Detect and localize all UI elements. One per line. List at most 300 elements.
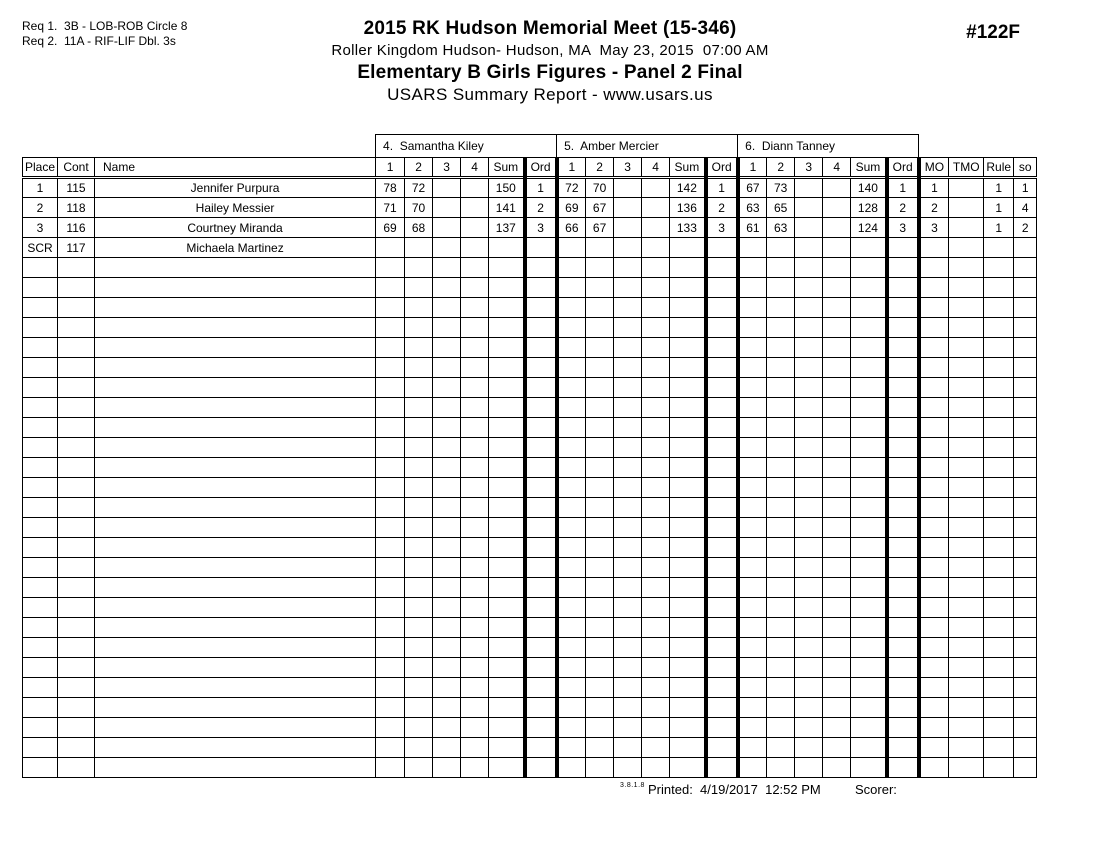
score-cell bbox=[586, 458, 614, 478]
tmo-cell bbox=[949, 558, 984, 578]
score-cell bbox=[795, 618, 823, 638]
score-cell bbox=[823, 178, 851, 198]
score-cell bbox=[823, 498, 851, 518]
score-cell bbox=[557, 698, 586, 718]
ord-cell bbox=[887, 518, 919, 538]
ord-cell bbox=[887, 598, 919, 618]
score4-column-header: 4 bbox=[823, 158, 851, 178]
mo-cell bbox=[919, 458, 949, 478]
sum-cell bbox=[670, 718, 706, 738]
mo-cell bbox=[919, 338, 949, 358]
ord-column-header: Ord bbox=[706, 158, 738, 178]
score-cell bbox=[586, 718, 614, 738]
rule-cell bbox=[984, 298, 1014, 318]
score-cell bbox=[795, 458, 823, 478]
cont-cell bbox=[58, 498, 95, 518]
place-cell bbox=[23, 558, 58, 578]
score-cell bbox=[767, 538, 795, 558]
score-cell bbox=[614, 698, 642, 718]
requirement-line-2: Req 2. 11A - RIF-LIF Dbl. 3s bbox=[22, 34, 176, 48]
place-cell: SCR bbox=[23, 238, 58, 258]
score-cell bbox=[405, 398, 433, 418]
score-cell bbox=[376, 598, 405, 618]
cont-cell bbox=[58, 738, 95, 758]
score-cell bbox=[614, 498, 642, 518]
score-cell bbox=[376, 278, 405, 298]
tmo-cell bbox=[949, 518, 984, 538]
score-cell bbox=[738, 558, 767, 578]
score-cell bbox=[376, 518, 405, 538]
meet-number: #122F bbox=[966, 22, 1020, 43]
name-cell bbox=[95, 278, 376, 298]
score-cell bbox=[586, 598, 614, 618]
table-row bbox=[23, 238, 1037, 258]
score-cell bbox=[376, 438, 405, 458]
ord-cell bbox=[887, 638, 919, 658]
score-cell bbox=[738, 318, 767, 338]
score-cell bbox=[461, 378, 489, 398]
score-cell: 65 bbox=[767, 198, 795, 218]
ord-cell: 3 bbox=[706, 218, 738, 238]
score-cell bbox=[642, 718, 670, 738]
score-cell bbox=[823, 638, 851, 658]
rule-cell bbox=[984, 718, 1014, 738]
judge-header-row bbox=[23, 135, 1037, 158]
score-cell bbox=[614, 278, 642, 298]
score-cell bbox=[433, 758, 461, 778]
so-cell bbox=[1014, 518, 1037, 538]
sum-cell bbox=[489, 598, 525, 618]
score-cell bbox=[405, 258, 433, 278]
score-cell bbox=[767, 398, 795, 418]
score-cell bbox=[557, 458, 586, 478]
sum-cell bbox=[670, 618, 706, 638]
rule-cell bbox=[984, 738, 1014, 758]
name-cell bbox=[95, 438, 376, 458]
cont-cell bbox=[58, 558, 95, 578]
ord-cell bbox=[887, 618, 919, 638]
name-cell bbox=[95, 718, 376, 738]
sum-cell bbox=[489, 318, 525, 338]
table-row bbox=[23, 638, 1037, 658]
score-cell bbox=[767, 458, 795, 478]
score-cell bbox=[433, 278, 461, 298]
tmo-cell bbox=[949, 538, 984, 558]
rule-cell: 1 bbox=[984, 198, 1014, 218]
ord-cell bbox=[706, 458, 738, 478]
ord-cell bbox=[887, 358, 919, 378]
column-header-row bbox=[23, 158, 1037, 178]
score-cell bbox=[738, 398, 767, 418]
score-cell bbox=[433, 498, 461, 518]
score-cell bbox=[823, 738, 851, 758]
score-cell bbox=[433, 258, 461, 278]
mo-cell: 2 bbox=[919, 198, 949, 218]
score-cell bbox=[642, 678, 670, 698]
score-cell bbox=[586, 398, 614, 418]
ord-cell bbox=[706, 278, 738, 298]
table-row bbox=[23, 318, 1037, 338]
score-cell bbox=[823, 338, 851, 358]
place-cell bbox=[23, 298, 58, 318]
sum-cell bbox=[670, 598, 706, 618]
score-cell bbox=[405, 378, 433, 398]
ord-cell bbox=[706, 598, 738, 618]
ord-cell bbox=[706, 558, 738, 578]
score-cell bbox=[795, 258, 823, 278]
cont-cell bbox=[58, 358, 95, 378]
sum-cell bbox=[670, 478, 706, 498]
ord-cell bbox=[525, 498, 557, 518]
score-cell bbox=[767, 658, 795, 678]
score-cell bbox=[461, 578, 489, 598]
score-cell bbox=[614, 658, 642, 678]
score-cell bbox=[642, 598, 670, 618]
score-cell: 69 bbox=[376, 218, 405, 238]
score-cell bbox=[433, 718, 461, 738]
score-cell bbox=[795, 218, 823, 238]
score-cell bbox=[795, 598, 823, 618]
score-cell bbox=[376, 238, 405, 258]
sum-cell bbox=[670, 738, 706, 758]
ord-cell bbox=[706, 758, 738, 778]
table-row bbox=[23, 618, 1037, 638]
score-cell bbox=[642, 638, 670, 658]
score-cell bbox=[738, 258, 767, 278]
score-cell bbox=[642, 538, 670, 558]
score-cell bbox=[461, 298, 489, 318]
score-cell bbox=[433, 638, 461, 658]
score4-column-header: 4 bbox=[642, 158, 670, 178]
score-cell bbox=[376, 478, 405, 498]
sum-cell bbox=[489, 678, 525, 698]
ord-cell bbox=[706, 478, 738, 498]
so-cell bbox=[1014, 598, 1037, 618]
tmo-cell bbox=[949, 758, 984, 778]
sum-cell bbox=[670, 258, 706, 278]
ord-cell bbox=[706, 258, 738, 278]
score-cell bbox=[795, 198, 823, 218]
name-cell: Courtney Miranda bbox=[95, 218, 376, 238]
name-cell bbox=[95, 578, 376, 598]
tmo-cell bbox=[949, 278, 984, 298]
score-cell bbox=[795, 418, 823, 438]
score-cell: 70 bbox=[405, 198, 433, 218]
score-cell bbox=[823, 278, 851, 298]
so-cell bbox=[1014, 418, 1037, 438]
name-cell bbox=[95, 758, 376, 778]
place-cell bbox=[23, 758, 58, 778]
name-cell bbox=[95, 258, 376, 278]
table-row bbox=[23, 458, 1037, 478]
ord-cell bbox=[706, 578, 738, 598]
ord-cell: 2 bbox=[706, 198, 738, 218]
sum-cell bbox=[851, 278, 887, 298]
name-cell bbox=[95, 518, 376, 538]
score-cell bbox=[614, 578, 642, 598]
mo-cell bbox=[919, 538, 949, 558]
sum-cell bbox=[670, 658, 706, 678]
sum-cell bbox=[851, 578, 887, 598]
sum-cell bbox=[489, 718, 525, 738]
place-cell bbox=[23, 318, 58, 338]
ord-cell bbox=[525, 638, 557, 658]
score-cell bbox=[738, 278, 767, 298]
table-row bbox=[23, 578, 1037, 598]
score-cell bbox=[586, 638, 614, 658]
score-cell bbox=[433, 238, 461, 258]
sum-cell bbox=[489, 278, 525, 298]
ord-cell bbox=[887, 578, 919, 598]
score-cell bbox=[738, 298, 767, 318]
place-cell bbox=[23, 258, 58, 278]
rule-cell bbox=[984, 558, 1014, 578]
score-cell bbox=[738, 678, 767, 698]
tmo-cell bbox=[949, 598, 984, 618]
mo-cell bbox=[919, 378, 949, 398]
score-cell bbox=[376, 558, 405, 578]
score-cell bbox=[461, 558, 489, 578]
ord-cell bbox=[525, 298, 557, 318]
sum-cell: 150 bbox=[489, 178, 525, 198]
ord-cell bbox=[706, 238, 738, 258]
rule-cell bbox=[984, 598, 1014, 618]
ord-cell bbox=[887, 678, 919, 698]
ord-cell bbox=[706, 398, 738, 418]
ord-cell bbox=[525, 318, 557, 338]
so-cell bbox=[1014, 738, 1037, 758]
score-cell bbox=[642, 578, 670, 598]
score-cell bbox=[433, 338, 461, 358]
score-cell bbox=[738, 638, 767, 658]
ord-cell bbox=[706, 638, 738, 658]
rule-cell bbox=[984, 478, 1014, 498]
rule-cell bbox=[984, 418, 1014, 438]
score-cell bbox=[795, 698, 823, 718]
ord-cell bbox=[525, 738, 557, 758]
score-cell bbox=[738, 658, 767, 678]
rule-cell bbox=[984, 678, 1014, 698]
ord-cell bbox=[525, 718, 557, 738]
judge-panel-header-1: 4. Samantha Kiley bbox=[376, 135, 557, 158]
ord-cell bbox=[887, 498, 919, 518]
score-cell bbox=[433, 598, 461, 618]
cont-cell bbox=[58, 598, 95, 618]
meet-title: 2015 RK Hudson Memorial Meet (15-346) bbox=[363, 18, 737, 39]
score-cell: 72 bbox=[405, 178, 433, 198]
mo-cell: 3 bbox=[919, 218, 949, 238]
score-cell bbox=[557, 618, 586, 638]
sum-cell bbox=[670, 358, 706, 378]
score-cell bbox=[405, 658, 433, 678]
mo-cell bbox=[919, 238, 949, 258]
so-cell: 4 bbox=[1014, 198, 1037, 218]
score-cell bbox=[376, 538, 405, 558]
score-cell bbox=[557, 378, 586, 398]
score-cell bbox=[823, 578, 851, 598]
cont-cell bbox=[58, 518, 95, 538]
score-cell bbox=[586, 238, 614, 258]
sum-cell bbox=[670, 418, 706, 438]
sum-cell bbox=[670, 578, 706, 598]
ord-cell: 1 bbox=[525, 178, 557, 198]
tmo-cell bbox=[949, 438, 984, 458]
rule-cell bbox=[984, 438, 1014, 458]
rule-cell bbox=[984, 658, 1014, 678]
so-column-header: so bbox=[1014, 158, 1037, 178]
score-cell bbox=[405, 678, 433, 698]
sum-cell bbox=[851, 538, 887, 558]
sum-cell bbox=[489, 358, 525, 378]
sum-cell bbox=[670, 638, 706, 658]
cont-cell bbox=[58, 258, 95, 278]
score-cell bbox=[738, 758, 767, 778]
name-cell bbox=[95, 598, 376, 618]
score-cell bbox=[614, 338, 642, 358]
score-cell bbox=[642, 518, 670, 538]
sum-cell bbox=[489, 698, 525, 718]
score-cell bbox=[614, 478, 642, 498]
score-cell bbox=[461, 598, 489, 618]
tmo-cell bbox=[949, 478, 984, 498]
mo-cell bbox=[919, 418, 949, 438]
score-cell bbox=[614, 598, 642, 618]
score-cell bbox=[614, 758, 642, 778]
table-row bbox=[23, 658, 1037, 678]
score-cell: 72 bbox=[557, 178, 586, 198]
tmo-cell bbox=[949, 358, 984, 378]
mo-cell bbox=[919, 578, 949, 598]
score-cell bbox=[614, 678, 642, 698]
score-cell: 78 bbox=[376, 178, 405, 198]
score-cell bbox=[376, 258, 405, 278]
score-cell bbox=[557, 398, 586, 418]
score-cell bbox=[433, 178, 461, 198]
score-cell bbox=[738, 358, 767, 378]
score-cell bbox=[795, 298, 823, 318]
rule-cell bbox=[984, 458, 1014, 478]
score-cell bbox=[767, 478, 795, 498]
table-row bbox=[23, 198, 1037, 218]
place-cell bbox=[23, 638, 58, 658]
score-cell bbox=[642, 698, 670, 718]
score-cell bbox=[376, 698, 405, 718]
title-block bbox=[0, 17, 1100, 106]
rule-cell bbox=[984, 578, 1014, 598]
score-cell bbox=[795, 478, 823, 498]
score-cell bbox=[405, 618, 433, 638]
score-cell bbox=[405, 738, 433, 758]
score-cell bbox=[461, 678, 489, 698]
score-cell bbox=[557, 678, 586, 698]
table-row bbox=[23, 378, 1037, 398]
name-cell bbox=[95, 358, 376, 378]
score-cell bbox=[767, 498, 795, 518]
score-cell bbox=[461, 718, 489, 738]
score-cell bbox=[405, 538, 433, 558]
rule-cell bbox=[984, 758, 1014, 778]
mo-cell: 1 bbox=[919, 178, 949, 198]
score-cell bbox=[823, 238, 851, 258]
score-cell bbox=[614, 418, 642, 438]
score-cell bbox=[738, 698, 767, 718]
mo-cell bbox=[919, 498, 949, 518]
sum-cell bbox=[489, 578, 525, 598]
venue-line: Roller Kingdom Hudson- Hudson, MA May 23, 2015 07:00 AM bbox=[331, 42, 769, 59]
place-cell bbox=[23, 738, 58, 758]
tmo-cell bbox=[949, 698, 984, 718]
mo-cell bbox=[919, 678, 949, 698]
sum-cell bbox=[670, 338, 706, 358]
score-cell bbox=[614, 218, 642, 238]
tmo-cell bbox=[949, 398, 984, 418]
score-cell bbox=[433, 418, 461, 438]
ord-cell bbox=[706, 338, 738, 358]
place-cell bbox=[23, 438, 58, 458]
score-cell bbox=[433, 478, 461, 498]
score-cell bbox=[586, 378, 614, 398]
scorer-label: Scorer: bbox=[855, 782, 897, 797]
sum-cell bbox=[851, 418, 887, 438]
ord-column-header: Ord bbox=[887, 158, 919, 178]
score-cell bbox=[461, 398, 489, 418]
score-cell bbox=[461, 738, 489, 758]
ord-cell bbox=[525, 278, 557, 298]
name-cell bbox=[95, 538, 376, 558]
sum-cell bbox=[670, 398, 706, 418]
ord-column-header: Ord bbox=[525, 158, 557, 178]
ord-cell bbox=[525, 598, 557, 618]
score-cell bbox=[614, 618, 642, 638]
name-column-header: Name bbox=[95, 158, 376, 178]
score-cell bbox=[795, 538, 823, 558]
score-cell bbox=[557, 438, 586, 458]
sum-cell: 137 bbox=[489, 218, 525, 238]
so-cell bbox=[1014, 378, 1037, 398]
sum-cell bbox=[489, 518, 525, 538]
table-row bbox=[23, 538, 1037, 558]
ord-cell bbox=[706, 378, 738, 398]
name-cell bbox=[95, 418, 376, 438]
score-cell bbox=[823, 358, 851, 378]
score-cell bbox=[586, 478, 614, 498]
score-cell bbox=[405, 518, 433, 538]
cont-cell bbox=[58, 298, 95, 318]
score-cell bbox=[823, 298, 851, 318]
rule-cell: 1 bbox=[984, 178, 1014, 198]
name-cell bbox=[95, 318, 376, 338]
ord-cell bbox=[887, 438, 919, 458]
rule-cell bbox=[984, 638, 1014, 658]
sum-cell: 142 bbox=[670, 178, 706, 198]
score-cell bbox=[461, 618, 489, 638]
place-cell bbox=[23, 678, 58, 698]
so-cell bbox=[1014, 638, 1037, 658]
sum-cell bbox=[851, 378, 887, 398]
ord-cell bbox=[887, 458, 919, 478]
tmo-cell bbox=[949, 458, 984, 478]
tmo-cell bbox=[949, 378, 984, 398]
place-column-header: Place bbox=[23, 158, 58, 178]
rule-cell bbox=[984, 618, 1014, 638]
event-title: Elementary B Girls Figures - Panel 2 Final bbox=[357, 62, 743, 83]
sum-cell bbox=[851, 518, 887, 538]
score-cell bbox=[642, 218, 670, 238]
mo-cell bbox=[919, 478, 949, 498]
score-cell bbox=[823, 318, 851, 338]
score-cell bbox=[433, 738, 461, 758]
rule-cell bbox=[984, 398, 1014, 418]
